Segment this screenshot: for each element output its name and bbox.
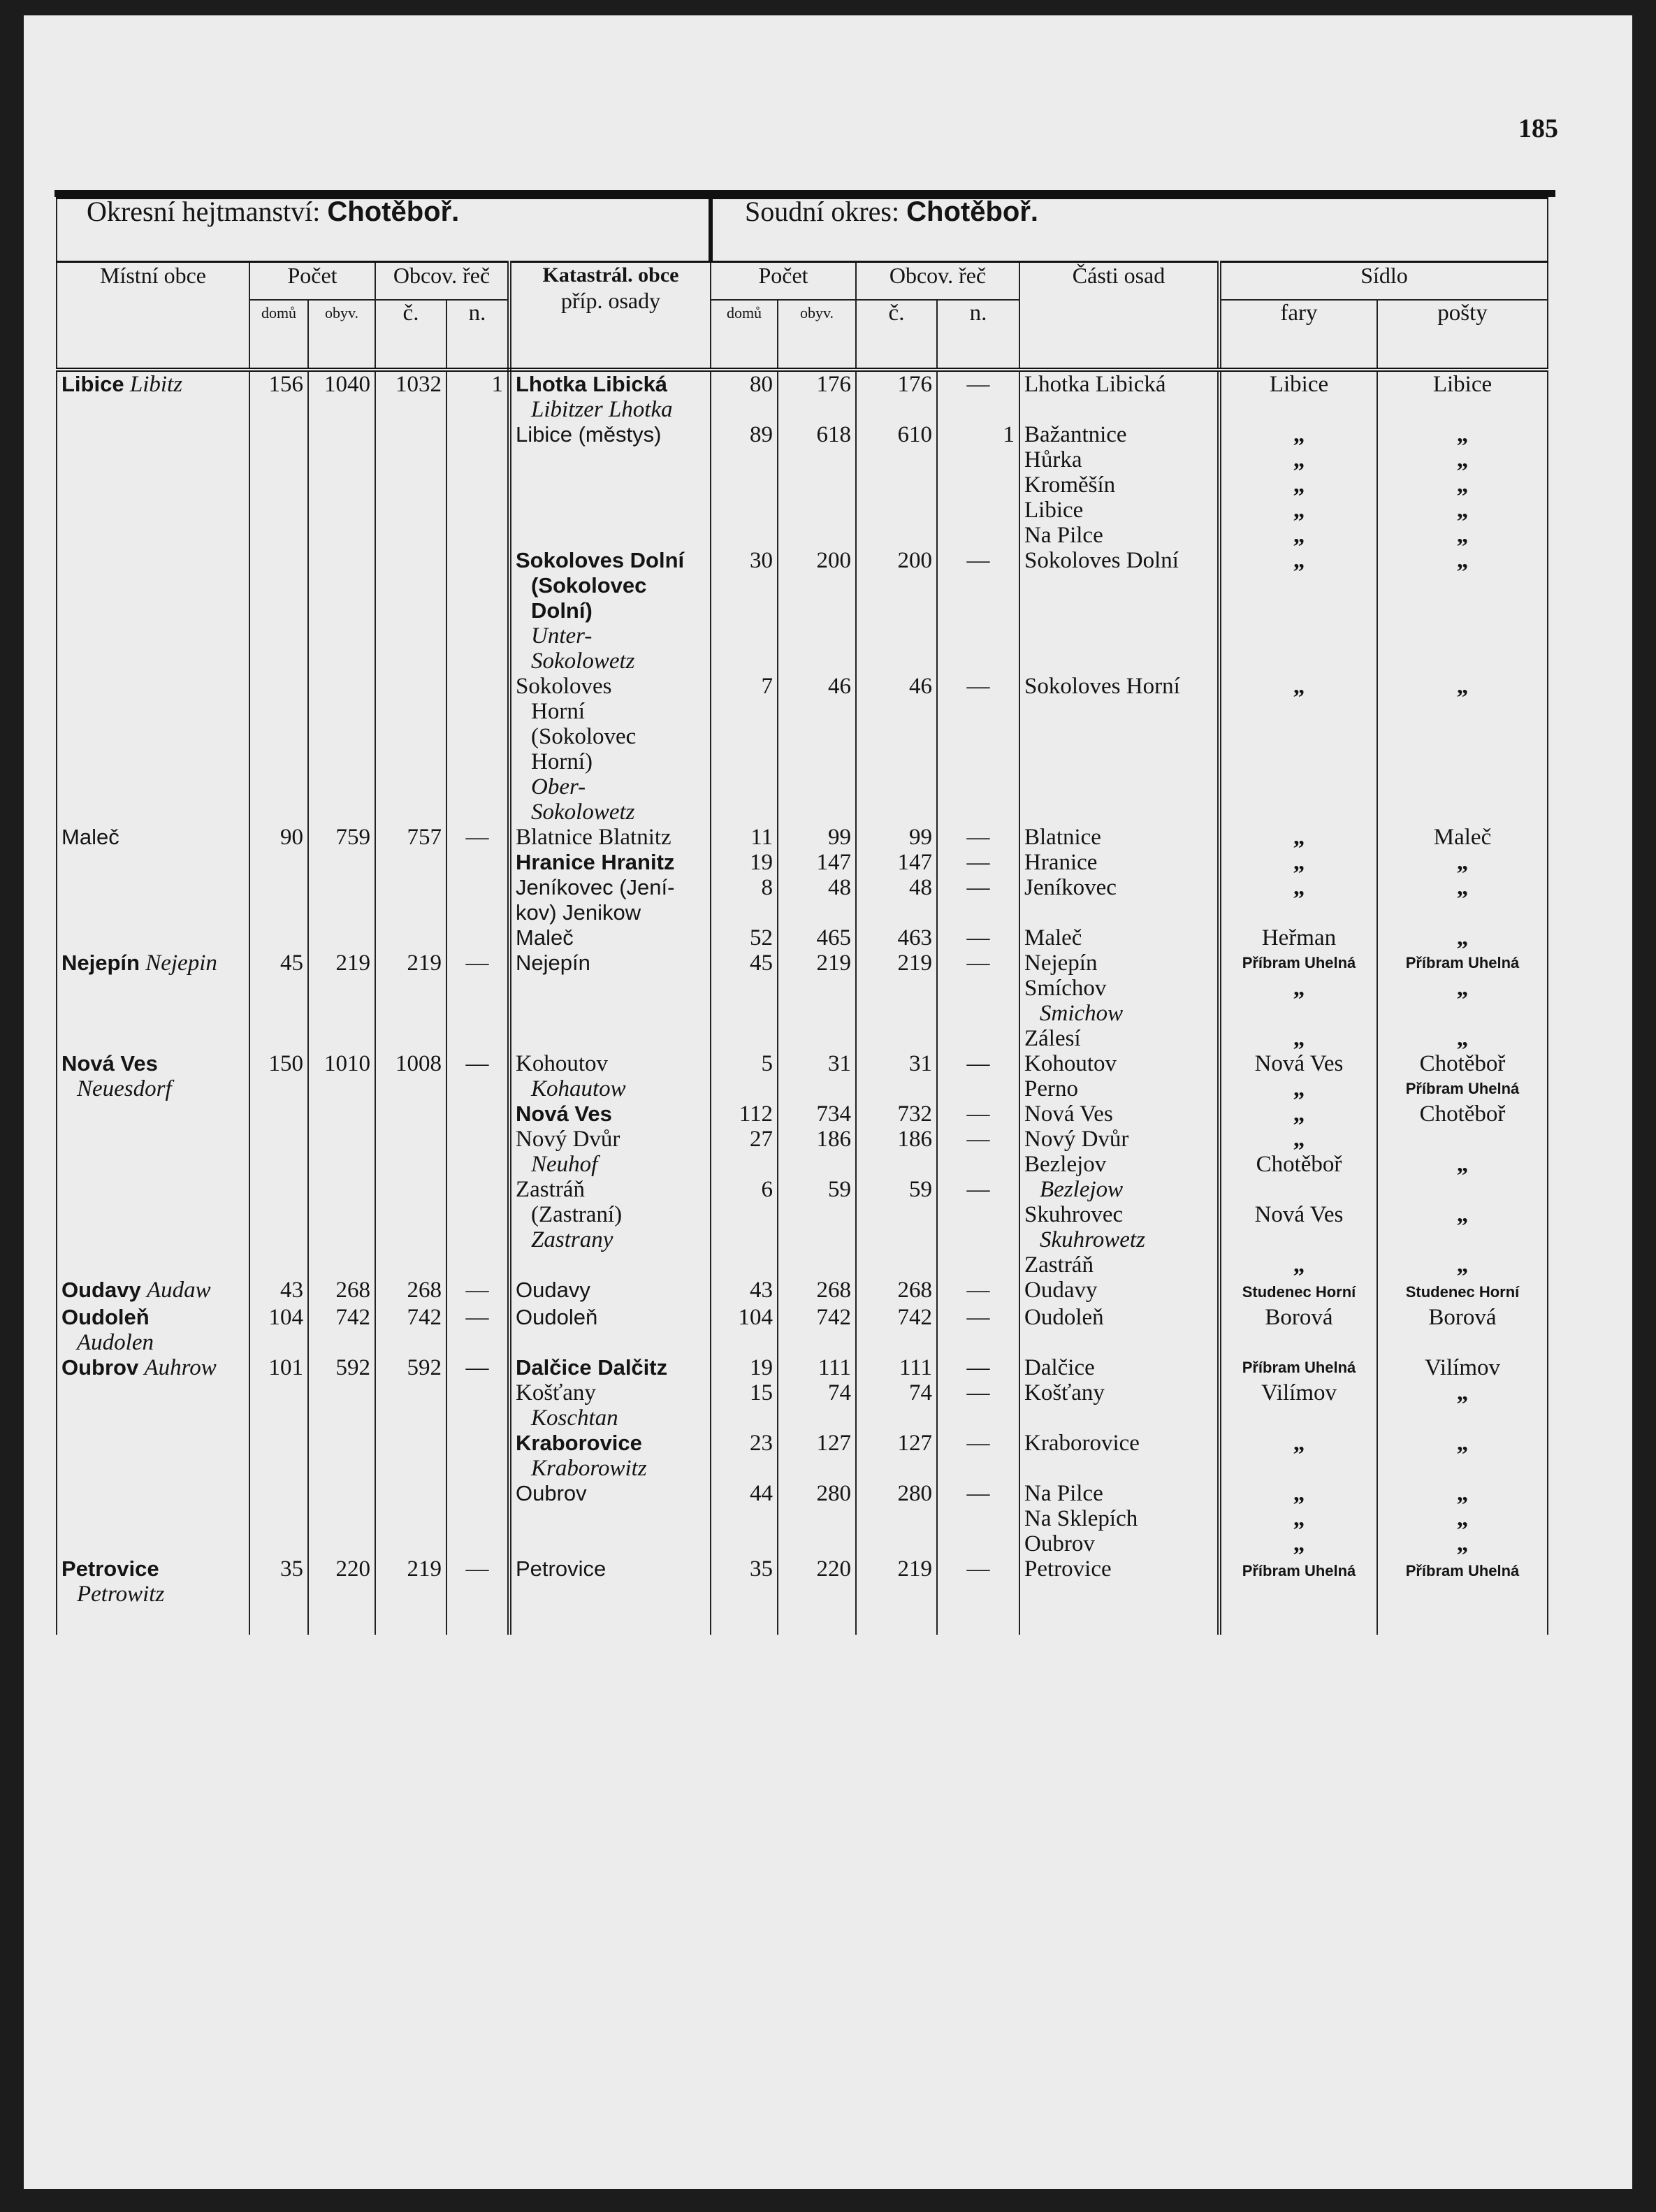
- table-row: Oubrov Auhrow 101 592 592 — Dalčice Dalčitz Košťany Koschtan 19 15 111 74 111 74 — — Dalčice Košťany Příbram Uhelná Vilímov Vilímov „: [57, 1355, 1548, 1431]
- table-row: Oudoleň Audolen 104 742 742 — Oudoleň 104 742 742 — Oudoleň Borová Borová: [57, 1305, 1548, 1355]
- table-row: Sokoloves Dolní (Sokolovec Dolní) Unter- Sokolowetz 30 200 200 — Sokoloves Dolní „ „: [57, 548, 1548, 674]
- table-row: Libice (městys) 89 618 610 1 Bažantnice Hůrka Kroměšín Libice Na Pilce „ „ „ „ „ „ „ „ „ „: [57, 422, 1548, 548]
- table-row: Sokoloves Horní (Sokolovec Horní) Ober- Sokolowetz 7 46 46 — Sokoloves Horní „ „: [57, 674, 1548, 825]
- col-obcov-rec: Obcov. řeč: [375, 262, 509, 301]
- table-row: Kraborovice Kraborowitz 23 127 127 — Kraborovice „ „: [57, 1431, 1548, 1481]
- col-katastral: Katastrál. obce příp. osady: [509, 262, 711, 370]
- table-row: Maleč 52 465 463 — Maleč Heřman „: [57, 925, 1548, 950]
- table-row: Oudavy Audaw 43 268 268 — Oudavy 43 268 268 — Oudavy Studenec Horní Studenec Horní: [57, 1278, 1548, 1305]
- col-pocet-2: Počet: [711, 262, 856, 301]
- col-domu-2: domů: [711, 300, 778, 370]
- col-sidlo: Sídlo: [1219, 262, 1548, 301]
- col-obyv-2: obyv.: [778, 300, 856, 370]
- district-title: Okresní hejtmanství: Chotěboř.: [57, 198, 711, 262]
- table-row: Libice Libitz 156 1040 1032 1 Lhotka Libická Libitzer Lhotka 80 176 176 — Lhotka Libická Libice Libice: [57, 370, 1548, 422]
- table-row: Maleč 90 759 757 — Blatnice Blatnitz Hranice Hranitz 11 19 99 147 99 147 — — Blatnice Hranice „ „ Maleč „: [57, 825, 1548, 875]
- col-mistni-obce: Místní obce: [57, 262, 249, 370]
- table-row: Nová Ves Neuesdorf 150 1010 1008 — Kohoutov Kohautow Nová Ves Nový Dvůr Neuhof Zastráň (Zastraní) Zastrany 5 112 27 6 31 734 186 59 31 732 186 59 — — — — Kohoutov Perno Nová Ves Nový Dvůr Bezlejov Bezlejow Skuhrovec Skuhrowetz Zastráň Nová Ves „ „ „ Chotěboř Nová Ves „ Chotěboř Příbram Uhelná Chotěboř „ „ „: [57, 1051, 1548, 1278]
- census-table: [56, 197, 1548, 1635]
- col-domu: domů: [249, 300, 308, 370]
- col-obyv: obyv.: [308, 300, 375, 370]
- page-number: 185: [1518, 114, 1558, 143]
- col-obcov-rec-2: Obcov. řeč: [856, 262, 1019, 301]
- col-posty: pošty: [1377, 300, 1548, 370]
- col-c: č.: [375, 300, 446, 370]
- table-row: Oubrov 44 280 280 — Na Pilce Na Sklepích Oubrov „ „ „ „ „ „: [57, 1481, 1548, 1556]
- obec-cell: Libice Libitz: [57, 370, 249, 422]
- table-row: Nejepín Nejepin 45 219 219 — Nejepín 45 219 219 — Nejepín Smíchov Smichow Zálesí Příbram Uhelná „ „ Příbram Uhelná „ „: [57, 950, 1548, 1051]
- col-c-2: č.: [856, 300, 937, 370]
- col-fary: fary: [1219, 300, 1377, 370]
- col-n-2: n.: [937, 300, 1019, 370]
- col-pocet: Počet: [249, 262, 375, 301]
- table-row: Petrovice Petrowitz 35 220 219 — Petrovice 35 220 219 — Petrovice Příbram Uhelná Příbram Uhelná: [57, 1556, 1548, 1607]
- court-district-title: Soudní okres: Chotěboř.: [711, 198, 1548, 262]
- col-casti-osad: Části osad: [1019, 262, 1219, 370]
- col-n: n.: [446, 300, 509, 370]
- table-row: Jeníkovec (Jení- kov) Jenikow 8 48 48 — Jeníkovec „ „: [57, 875, 1548, 925]
